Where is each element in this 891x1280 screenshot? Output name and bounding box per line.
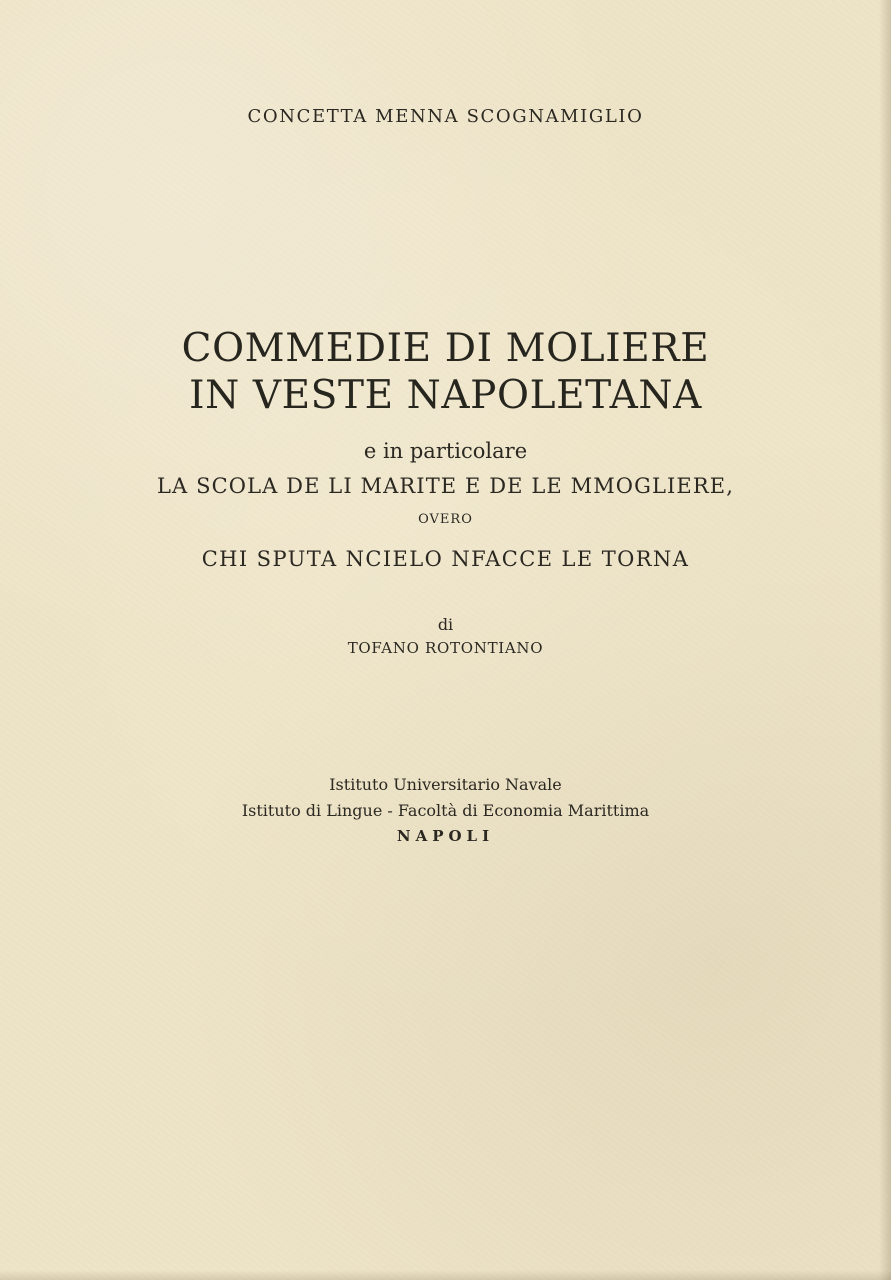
- by-label: di: [437, 615, 454, 634]
- page-edge-shadow: [879, 0, 891, 1280]
- translator-name: TOFANO ROTONTIANO: [347, 639, 544, 657]
- book-title-line-2: IN VESTE NAPOLETANA: [189, 373, 702, 418]
- publisher-line-2: Istituto di Lingue - Facoltà di Economia Marittima: [241, 801, 650, 820]
- subtitle-line-1: LA SCOLA DE LI MARITE E DE LE MMOGLIERE,: [157, 474, 734, 498]
- book-title-line-1: COMMEDIE DI MOLIERE: [181, 326, 710, 371]
- subtitle-intro: e in particolare: [363, 439, 528, 463]
- author-name: CONCETTA MENNA SCOGNAMIGLIO: [247, 106, 644, 127]
- publisher-city: NAPOLI: [396, 827, 495, 845]
- publisher-line-1: Istituto Universitario Navale: [329, 775, 562, 794]
- subtitle-connector: OVERO: [418, 512, 473, 527]
- page-bottom-shadow: [0, 1270, 891, 1280]
- subtitle-line-2: CHI SPUTA NCIELO NFACCE LE TORNA: [201, 547, 690, 571]
